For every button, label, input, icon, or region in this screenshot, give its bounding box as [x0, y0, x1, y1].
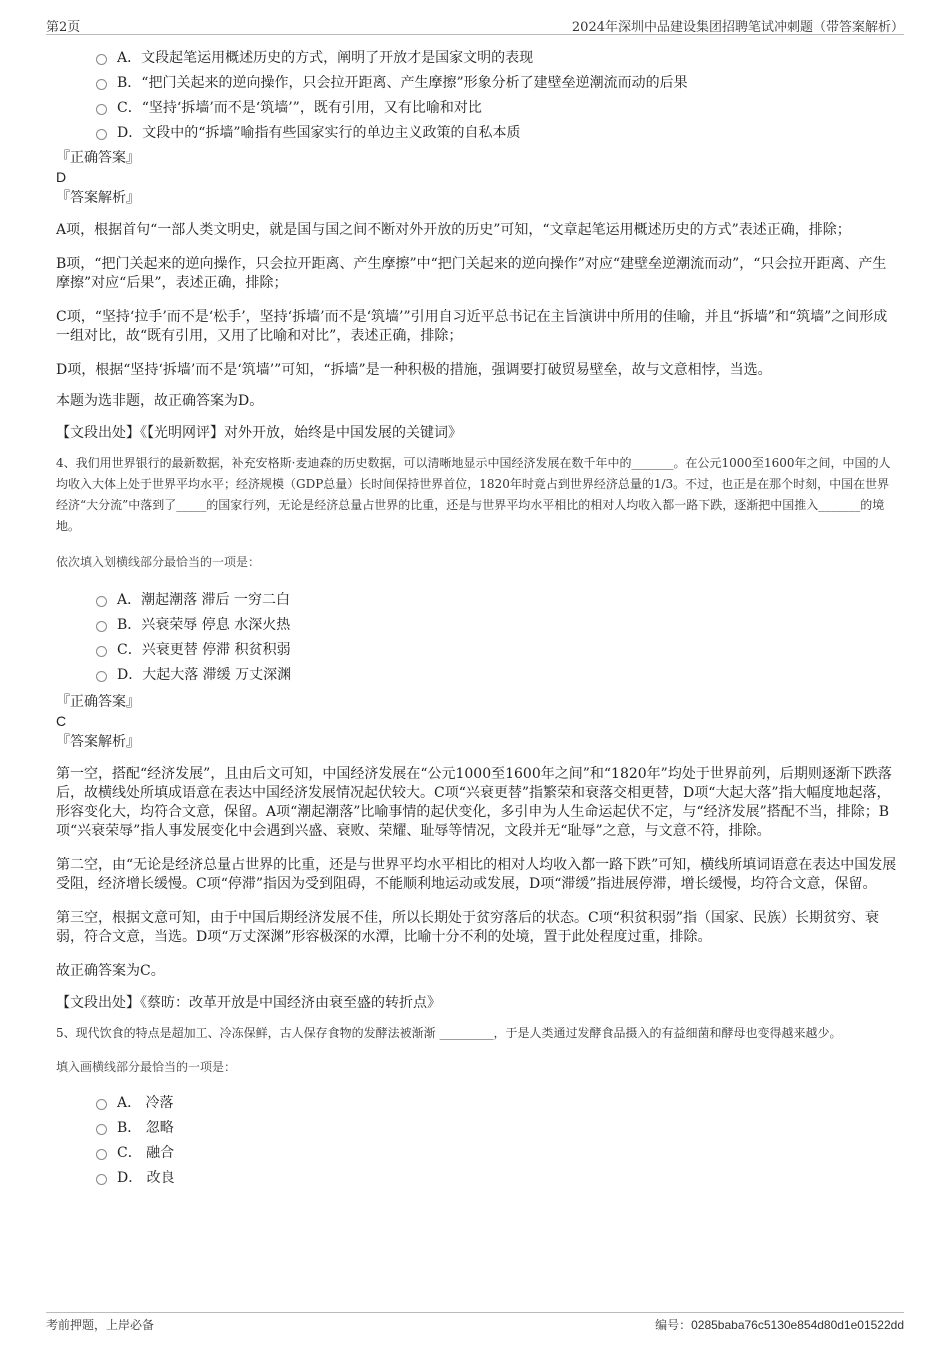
q3-analysis-a: A项，根据首句“一部人类文明史，就是国与国之间不断对外开放的历史”可知，“文章起笔运用概述历史的方式”表述正确，排除； — [56, 222, 851, 238]
q4-conclusion: 故正确答案为C。 — [56, 963, 165, 979]
q3-analysis-b: B项，“把门关起来的逆向操作，只会拉开距离、产生摩擦”中“把门关起来的逆向操作”对应“建壁垒逆潮流而动”，“只会拉开距离、产生摩擦”对应“后果”，表述正确，排除； — [56, 256, 887, 291]
q4-options — [96, 586, 898, 686]
code-label: 编号： — [655, 1318, 692, 1332]
q3-option-a[interactable]: A．文段起笔运用概述历史的方式，阐明了开放才是国家文明的表现 — [96, 44, 898, 69]
q3-analysis-label: 『答案解析』 — [56, 190, 140, 206]
q3-analysis-d: D项，根据“坚持‘拆墙’而不是‘筑墙’”可知，“拆墙”是一种积极的措施，强调要打破贸易壁垒，故与文意相悖，当选。 — [56, 362, 772, 378]
q3-option-d[interactable]: D．文段中的“拆墙”喻指有些国家实行的单边主义政策的自私本质 — [96, 119, 898, 144]
footer-slogan: 考前押题，上岸必备 — [46, 1318, 155, 1332]
q4-option-d[interactable]: D．大起大落 滞缓 万丈深渊 — [96, 661, 898, 686]
q3-answer-label: 『正确答案』 — [56, 150, 140, 166]
document-code — [655, 1316, 904, 1333]
q3-answer: D — [56, 169, 67, 185]
radio-button[interactable] — [96, 79, 107, 90]
page-content — [56, 44, 898, 1189]
radio-button[interactable] — [96, 596, 107, 607]
q4-source: 【文段出处】《蔡昉：改革开放是中国经济由衰至盛的转折点》 — [56, 995, 441, 1011]
q3-option-c[interactable]: C．“坚持‘拆墙’而不是‘筑墙’”，既有引用，又有比喻和对比 — [96, 94, 898, 119]
q4-answer: C — [56, 713, 67, 729]
q4-prompt: 依次填入划横线部分最恰当的一项是： — [56, 555, 261, 569]
q4-analysis-blank3: 第三空，根据文意可知，由于中国后期经济发展不佳，所以长期处于贫穷落后的状态。C项“积贫积弱”指（国家、民族）长期贫穷、衰弱，符合文意，当选。D项“万丈深渊”形容极深的水潭，比喻十分不利的处境，置于此处程度过重，排除。 — [56, 910, 880, 945]
q5-question-text: 5、现代饮食的特点是超加工、冷冻保鲜，古人保存食物的发酵法被渐渐 _________，于是人类通过发酵食品摄入的有益细菌和酵母也变得越来越少。 — [56, 1026, 842, 1040]
q3-options — [96, 44, 898, 144]
q5-option-d[interactable]: D． 改良 — [96, 1164, 898, 1189]
radio-button[interactable] — [96, 54, 107, 65]
q3-conclusion: 本题为选非题，故正确答案为D。 — [56, 393, 264, 409]
radio-button[interactable] — [96, 621, 107, 632]
radio-button[interactable] — [96, 646, 107, 657]
radio-button[interactable] — [96, 1099, 107, 1110]
q4-answer-label: 『正确答案』 — [56, 694, 140, 710]
page-header — [46, 14, 904, 35]
q4-question-text: 4、我们用世界银行的最新数据，补充安格斯·麦迪森的历史数据，可以清晰地显示中国经济发展在数千年中的_______。在公元1000至1600年之间，中国的人均收入大体上处于世界平均水平；经济规模（GDP总量）长时间保持世界首位，1820年时竟占到世界经济总量的1/3。不过，也正是在那个时刻，中国在世界经济“大分流”中落到了_____的国家行列，无论是经济总量占世界的比重，还是与世界平均水平相比的相对人均收入都一路下跌，逐渐把中国推入_______的境地。 — [56, 456, 891, 533]
radio-button[interactable] — [96, 1174, 107, 1185]
q3-analysis-c: C项，“坚持‘拉手’而不是‘松手’，坚持‘拆墙’而不是‘筑墙’”引用自习近平总书记在主旨演讲中所用的佳喻，并且“拆墙”和“筑墙”之间形成一组对比，故“既有引用，又用了比喻和对比”，表述正确，排除； — [56, 309, 888, 344]
q4-analysis-blank1: 第一空，搭配“经济发展”，且由后文可知，中国经济发展在“公元1000至1600年之间”和“1820年”均处于世界前列，后期则逐渐下跌落后，故横线处所填成语意在表达中国经济发展情况起伏较大。C项“兴衰更替”指繁荣和衰落交相更替，D项“大起大落”指大幅度地起落，形容变化大，均符合文意，保留。A项“潮起潮落”比喻事情的起伏变化，多引申为人生命运起伏不定，与“经济发展”搭配不当，排除；B项“兴衰荣辱”指人事发展变化中会遇到兴盛、衰败、荣耀、耻辱等情况，文段并无“耻辱”之意，与文意不符，排除。 — [56, 766, 892, 839]
q3-source: 【文段出处】《【光明网评】对外开放，始终是中国发展的关键词》 — [56, 425, 462, 441]
q3-option-b[interactable]: B．“把门关起来的逆向操作，只会拉开距离、产生摩擦”形象分析了建壁垒逆潮流而动的后果 — [96, 69, 898, 94]
radio-button[interactable] — [96, 671, 107, 682]
q4-analysis-blank2: 第二空，由“无论是经济总量占世界的比重，还是与世界平均水平相比的相对人均收入都一路下跌”可知，横线所填词语意在表达中国发展受阻，经济增长缓慢。C项“停滞”指因为受到阻碍，不能顺利地运动或发展，D项“滞缓”指进展停滞，增长缓慢，均符合文意，保留。 — [56, 857, 897, 892]
page-footer — [46, 1312, 904, 1333]
page-number: 第2页 — [46, 20, 81, 35]
code-value: 0285baba76c5130e854d80d1e01522dd — [691, 1318, 904, 1332]
radio-button[interactable] — [96, 129, 107, 140]
q5-option-a[interactable]: A． 冷落 — [96, 1089, 898, 1114]
q4-analysis-label: 『答案解析』 — [56, 734, 140, 750]
radio-button[interactable] — [96, 1149, 107, 1160]
q4-option-a[interactable]: A．潮起潮落 滞后 一穷二白 — [96, 586, 898, 611]
q5-option-b[interactable]: B． 忽略 — [96, 1114, 898, 1139]
q5-options — [96, 1089, 898, 1189]
q4-option-b[interactable]: B．兴衰荣辱 停息 水深火热 — [96, 611, 898, 636]
q5-prompt: 填入画横线部分最恰当的一项是： — [56, 1060, 237, 1074]
q5-option-c[interactable]: C． 融合 — [96, 1139, 898, 1164]
q4-option-c[interactable]: C．兴衰更替 停滞 积贫积弱 — [96, 636, 898, 661]
radio-button[interactable] — [96, 1124, 107, 1135]
document-title: 2024年深圳中品建设集团招聘笔试冲刺题（带答案解析） — [571, 20, 904, 35]
radio-button[interactable] — [96, 104, 107, 115]
